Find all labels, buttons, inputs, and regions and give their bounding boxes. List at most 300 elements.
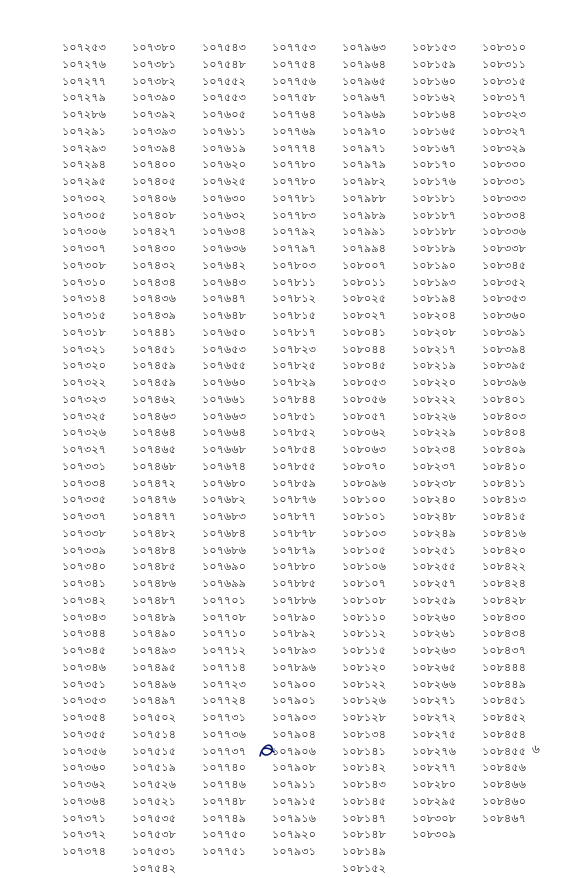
roll-number-cell: ১০৭৮৭৮ xyxy=(272,526,317,540)
roll-number-cell: ১০৭৮৯২ xyxy=(272,627,317,641)
roll-number-cell: ১০৮১৮৯ xyxy=(412,242,457,255)
roll-number-cell: ১০৮১১২ xyxy=(342,627,387,641)
roll-number-cell: ১০৮৩৩৩ xyxy=(482,191,527,205)
roll-number-cell: ১০৭৩৫১ xyxy=(62,677,107,691)
roll-number-cell: ১০৮১০৫ xyxy=(342,543,387,557)
roll-number-cell: ১০৭৪৯৬ xyxy=(132,677,177,691)
roll-number-cell: ১০৭৩১০ xyxy=(62,275,107,289)
roll-number-cell: ১০৭৪৭৬ xyxy=(132,493,177,507)
roll-number-cell: ১০৭৪৫৯ xyxy=(132,359,177,373)
roll-number-cell: ১০৮২৭৭ xyxy=(412,761,457,775)
roll-number-cell: ১০৭৯৬৩ xyxy=(342,41,387,54)
roll-number-cell: ১০৭৪৯০ xyxy=(132,627,177,641)
roll-number-cell: ১০৭৭৮১ xyxy=(272,191,317,205)
roll-number-cell: ১০৮১৩৪ xyxy=(342,727,387,741)
roll-number-cell: ১০৭৭১০ xyxy=(202,627,247,641)
roll-number-cell: ১০৭৭৫৮ xyxy=(272,91,317,105)
roll-number-cell: ১০৭৯০৪ xyxy=(272,727,317,741)
roll-number-cell: ১০৮১৪৮ xyxy=(342,828,387,842)
roll-number-cell: ১০৭৪৬৪ xyxy=(132,426,177,440)
roll-number-cell: ১০৮১৮৮ xyxy=(412,225,457,239)
roll-number-cell: ১০৮৪৬০ xyxy=(482,794,527,808)
roll-number-cell: ১০৮৩৯৪ xyxy=(482,342,527,356)
roll-number-cell: ১০৮০৪৪ xyxy=(342,342,387,356)
roll-number-cell: ১০৮২৪০ xyxy=(412,493,457,507)
roll-number-cell: ১০৮৪১৫ xyxy=(482,510,527,523)
roll-number-cell: ১০৮৩০৯ xyxy=(412,828,457,842)
roll-number-cell: ১০৭৯৮৮ xyxy=(342,191,387,205)
roll-number-cell: ১০৮২৫১ xyxy=(412,543,457,557)
roll-number-cell: ১০৮২৫৭ xyxy=(412,577,457,590)
roll-number-cell: ১০৭৩৩১ xyxy=(62,459,107,473)
roll-number-cell: ১০৭৪৬৫ xyxy=(132,443,177,456)
roll-number-cell: ১০৮৩৪৫ xyxy=(482,258,527,272)
roll-number-cell: ১০৭৬৪২ xyxy=(202,258,247,272)
roll-number-cell: ১০৮১২০ xyxy=(342,660,387,674)
roll-number-cell: ১০৮৩৩৪ xyxy=(482,208,527,222)
roll-number-cell: ১০৭৯০৩ xyxy=(272,711,317,724)
roll-number-cell: ১০৮৪৩০ xyxy=(482,610,527,624)
roll-number-cell: ১০৮১৭৬ xyxy=(412,175,457,188)
roll-number-cell: ১০৭৪০৮ xyxy=(132,208,177,222)
roll-number-cell: ১০৭৮৪৪ xyxy=(272,392,317,406)
roll-number-cell: ১০৭৭৯৭ xyxy=(272,242,317,255)
roll-number-cell: ১০৮৩৫৩ xyxy=(482,292,527,306)
roll-number-cell: ১০৮৪১৩ xyxy=(482,493,527,507)
roll-number-cell: ১০৭৪০৬ xyxy=(132,191,177,205)
roll-number-cell: ১০৮২১৭ xyxy=(412,342,457,356)
roll-number-cell: ১০৭৯৭১ xyxy=(342,141,387,155)
roll-number-cell: ১০৮০৫৩ xyxy=(342,376,387,389)
roll-number-cell: ১০৭৪৩০ xyxy=(132,242,177,255)
roll-number-cell: ১০৭৪৩৪ xyxy=(132,275,177,289)
roll-number-cell: ১০৭৮৯৩ xyxy=(272,644,317,657)
roll-number-cell: ১০৮১৭০ xyxy=(412,158,457,172)
roll-number-cell: ১০৭৩৮২ xyxy=(132,74,177,88)
roll-number-cell: ১০৭৬১১ xyxy=(202,124,247,138)
roll-number-cell: ১০৮২৪৮ xyxy=(412,510,457,523)
roll-number-cell: ১০৭৫৩৮ xyxy=(132,828,177,842)
roll-number-cell: ১০৭৩১৫ xyxy=(62,309,107,322)
roll-number-cell: ১০৭৭৬৯ xyxy=(272,124,317,138)
roll-number-cell: ১০৭৭৪৯ xyxy=(202,811,247,825)
roll-number-cell: ১০৭৩৪১ xyxy=(62,577,107,590)
roll-number-cell: ১০৮০৬৩ xyxy=(342,443,387,456)
roll-number-cell: ১০৮০২৭ xyxy=(342,309,387,322)
roll-number-cell: ১০৮২৭১ xyxy=(412,694,457,708)
roll-number-cell: ১০৭৫৪৩ xyxy=(202,41,247,54)
roll-number-cell: ১০৮১২৬ xyxy=(342,694,387,708)
roll-number-cell: ১০৮৩৫২ xyxy=(482,275,527,289)
roll-number-cell: ১০৭২৭৭ xyxy=(62,74,107,88)
roll-number-cell: ১০৭৮৫৫ xyxy=(272,459,317,473)
roll-number-cell: ১০৭৬২০ xyxy=(202,158,247,172)
roll-number-cell: ১০৮২৫৫ xyxy=(412,560,457,574)
roll-number-cell: ১০৭৭৮৩ xyxy=(272,208,317,222)
roll-number-cell: ১০৭৩৪০ xyxy=(62,560,107,574)
roll-number-cell: ১০৮১৯৪ xyxy=(412,292,457,306)
roll-number-cell: ১০৭৪৬২ xyxy=(132,392,177,406)
roll-number-cell: ১০৭৪৮৫ xyxy=(132,560,177,574)
roll-number-cell: ১০৮৪৫৪ xyxy=(482,727,527,741)
roll-number-cell: ১০৭৫৩৫ xyxy=(132,811,177,825)
number-column xyxy=(412,40,482,878)
roll-number-cell: ১০৭৬৯৯ xyxy=(202,577,247,590)
roll-number-cell: ১০৮৩৩০ xyxy=(482,158,527,172)
roll-number-cell: ১০৭৯৬৫ xyxy=(342,74,387,88)
roll-number-cell: ১০৭৬২৫ xyxy=(202,175,247,188)
roll-number-cell: ১০৭৩৪৬ xyxy=(62,660,107,674)
roll-number-cell: ১০৭৫১৪ xyxy=(132,727,177,741)
roll-number-cell: ১০৮৩০৮ xyxy=(412,811,457,825)
roll-number-cell: ১০৭২৯৩ xyxy=(62,141,107,155)
roll-number-cell: ১০৭৯৭৯ xyxy=(342,158,387,172)
roll-number-cell: ১০৮১৫৯ xyxy=(412,57,457,71)
roll-number-cell: ১০৭৬৮২ xyxy=(202,493,247,507)
roll-number-cell: ১০৭৩৩৮ xyxy=(62,526,107,540)
number-column xyxy=(342,40,412,878)
roll-number-cell: ১০৭৮২৫ xyxy=(272,359,317,373)
roll-number-cell: ১০৮২৬০ xyxy=(412,610,457,624)
roll-number-cell: ১০৮৪৫৫ xyxy=(482,744,527,758)
roll-number-cell: ১০৮১০৩ xyxy=(342,526,387,540)
roll-number-cell: ১০৮১৬০ xyxy=(412,74,457,88)
roll-number-cell: ১০৮৪৬৭ xyxy=(482,811,527,825)
roll-number-cell: ১০৮০৭০ xyxy=(342,459,387,473)
roll-number-cell: ১০৭৩৮০ xyxy=(132,41,177,54)
roll-number-cell: ১০৮৪১১ xyxy=(482,476,527,490)
roll-number-cell: ১০৭৫৪৮ xyxy=(202,57,247,71)
roll-number-cell: ১০৭৬৬৪ xyxy=(202,426,247,440)
roll-number-cell: ১০৭৬৬১ xyxy=(202,392,247,406)
roll-number-cell: ১০৭৮১৫ xyxy=(272,309,317,322)
roll-number-cell: ১০৭৬৬৮ xyxy=(202,443,247,456)
roll-number-cell: ১০৭৮৮০ xyxy=(272,560,317,574)
roll-number-cell: ১০৮০৬২ xyxy=(342,426,387,440)
roll-number-cell: ১০৮৪০১ xyxy=(482,392,527,406)
roll-number-cell: ১০৮৪২৮ xyxy=(482,593,527,607)
roll-number-cell: ১০৮৪৬৬ xyxy=(482,778,527,791)
roll-number-cell: ১০৭৪০৫ xyxy=(132,175,177,188)
roll-number-cell: ১০৭৬৪৩ xyxy=(202,275,247,289)
roll-number-cell: ১০৮২৭২ xyxy=(412,711,457,724)
roll-number-cell: ১০৮২২৯ xyxy=(412,426,457,440)
roll-number-cell: ১০৭৯৮৯ xyxy=(342,208,387,222)
roll-number-cell: ১০৭৯০৬ xyxy=(272,744,317,758)
roll-number-cell: ১০৮৪১০ xyxy=(482,459,527,473)
roll-number-cell: ১০৭৫২১ xyxy=(132,794,177,808)
roll-number-cell: ১০৭৬৫৩ xyxy=(202,342,247,356)
roll-number-cell: ১০৭৯৬৭ xyxy=(342,91,387,105)
roll-number-cell: ১০৭৭৫০ xyxy=(202,828,247,842)
roll-number-cell: ১০৭৩৭৪ xyxy=(62,845,107,858)
signature-mark xyxy=(252,736,282,766)
roll-number-cell: ১০৭৫১৫ xyxy=(132,744,177,758)
roll-number-cell: ১০৭৫৫৩ xyxy=(202,91,247,105)
roll-number-cell: ১০৭৭৫৩ xyxy=(272,41,317,54)
roll-number-cell: ১০৭২৯৪ xyxy=(62,158,107,172)
roll-number-cell: ১০৮২২২ xyxy=(412,392,457,406)
roll-number-cell: ১০৮০৫৭ xyxy=(342,409,387,423)
roll-number-cell: ১০৭৩৮১ xyxy=(132,57,177,71)
roll-number-cell: ১০৭২৮৬ xyxy=(62,108,107,121)
roll-number-cell: ১০৮২১৯ xyxy=(412,359,457,373)
roll-number-cell: ১০৭৬১৯ xyxy=(202,141,247,155)
roll-number-cell: ১০৭৪৮৪ xyxy=(132,543,177,557)
roll-number-cell: ১০৭২৭৯ xyxy=(62,91,107,105)
roll-number-cell: ১০৮৩২৭ xyxy=(482,124,527,138)
roll-number-cell: ১০৭৯০১ xyxy=(272,694,317,708)
roll-number-cell: ১০৭৬৬৩ xyxy=(202,409,247,423)
roll-number-cell: ১০৭৮৭৭ xyxy=(272,510,317,523)
roll-number-cell: ১০৭৩৪৪ xyxy=(62,627,107,641)
roll-number-cell: ১০৭৪৫১ xyxy=(132,342,177,356)
roll-number-cell: ১০৮১০৭ xyxy=(342,577,387,590)
roll-number-cell: ১০৮১৪৯ xyxy=(342,845,387,858)
roll-number-cell: ১০৭৯১৬ xyxy=(272,811,317,825)
roll-number-cell: ১০৮৩৩৬ xyxy=(482,225,527,239)
roll-number-cell: ১০৭৬৭৪ xyxy=(202,459,247,473)
roll-number-cell: ১০৭৯২০ xyxy=(272,828,317,842)
roll-number-cell: ১০৮৩৯৫ xyxy=(482,359,527,373)
roll-number-cell: ১০৭৭৬৪ xyxy=(272,108,317,121)
roll-number-cell: ১০৮১৬৪ xyxy=(412,108,457,121)
roll-number-cell: ১০৮১৬৭ xyxy=(412,141,457,155)
roll-number-cell: ১০৮০৪৫ xyxy=(342,359,387,373)
roll-number-cell: ১০৭৯১১ xyxy=(272,778,317,791)
roll-number-cell: ১০৭৯৭০ xyxy=(342,124,387,138)
roll-number-cell: ১০৭৩১৪ xyxy=(62,292,107,306)
roll-number-cell: ১০৭৭০১ xyxy=(202,593,247,607)
roll-number-cell: ১০৭৪৯৭ xyxy=(132,694,177,708)
roll-number-cell: ১০৭৪০০ xyxy=(132,158,177,172)
roll-number-cell: ১০৭৬৮০ xyxy=(202,476,247,490)
roll-number-cell: ১০৮০০৭ xyxy=(342,258,387,272)
roll-number-cell: ১০৮২৯৫ xyxy=(412,794,457,808)
roll-number-cell: ১০৮০১১ xyxy=(342,275,387,289)
roll-number-cell: ১০৭৯৯১ xyxy=(342,225,387,239)
roll-number-cell: ১০৮৩৩৮ xyxy=(482,242,527,255)
roll-number-cell: ১০৭৫০২ xyxy=(132,711,177,724)
roll-number-cell: ১০৭৪৯৩ xyxy=(132,644,177,657)
roll-number-cell: ১০৭৫৪২ xyxy=(132,861,177,875)
roll-number-cell: ১০৭৩৬২ xyxy=(62,778,107,791)
roll-number-cell: ১০৮৪০৩ xyxy=(482,409,527,423)
roll-number-cell: ১০৭৮১৭ xyxy=(272,325,317,339)
roll-number-cell: ১০৭৫২৬ xyxy=(132,778,177,791)
roll-number-cell: ১০৮১০১ xyxy=(342,510,387,523)
roll-number-cell: ১০৭৩৪৩ xyxy=(62,610,107,624)
roll-number-cell: ১০৭৪৪১ xyxy=(132,325,177,339)
roll-number-cell: ১০৮১২২ xyxy=(342,677,387,691)
roll-number-cell: ১০৮১১০ xyxy=(342,610,387,624)
roll-number-cell: ১০৭৮৫১ xyxy=(272,409,317,423)
roll-number-cell: ১০৭৩২৬ xyxy=(62,426,107,440)
roll-number-cell: ১০৮৪৪৪ xyxy=(482,660,527,674)
roll-number-cell: ১০৭৬৪৭ xyxy=(202,292,247,306)
roll-number-cell: ১০৭৮৯৬ xyxy=(272,660,317,674)
roll-number-cell: ১০৭৯৬৯ xyxy=(342,108,387,121)
roll-number-cell: ১০৭৭৫৬ xyxy=(272,74,317,88)
roll-number-cell: ১০৭৩২৩ xyxy=(62,392,107,406)
roll-number-cell: ১০৭৬৩০ xyxy=(202,191,247,205)
roll-number-cell: ১০৭৬৮৩ xyxy=(202,510,247,523)
roll-number-cell: ১০৭৮৮৬ xyxy=(272,593,317,607)
roll-number-cell: ১০৮২৭৬ xyxy=(412,744,457,758)
roll-number-cell: ১০৭৮৫৪ xyxy=(272,443,317,456)
roll-number-cell: ১০৮১৬২ xyxy=(412,91,457,105)
roll-number-cell: ১০৭৬৮৬ xyxy=(202,543,247,557)
roll-number-cell: ১০৭৮৯০ xyxy=(272,610,317,624)
roll-number-cell: ১০৭৬৯০ xyxy=(202,560,247,574)
roll-number-cell: ১০৭৪৬৩ xyxy=(132,409,177,423)
roll-number-cell: ১০৮৪২২ xyxy=(482,560,527,574)
roll-number-cell: ১০৮৩২৩ xyxy=(482,108,527,121)
roll-number-cell: ১০৮৪৩৭ xyxy=(482,644,527,657)
roll-number-cell: ১০৭৭২৪ xyxy=(202,694,247,708)
roll-number-cell: ১০৮৩৬০ xyxy=(482,309,527,322)
roll-number-cell: ১০৭৪৭২ xyxy=(132,476,177,490)
roll-number-cell: ১০৮২৮০ xyxy=(412,778,457,791)
roll-number-cell: ১০৭৩৫৩ xyxy=(62,694,107,708)
number-column xyxy=(62,40,132,878)
roll-number-cell: ১০৭৮০৩ xyxy=(272,258,317,272)
roll-number-cell: ১০৭৩৯৩ xyxy=(132,124,177,138)
number-column xyxy=(272,40,342,878)
roll-number-cell: ১০৮৪৪৯ xyxy=(482,677,527,691)
roll-number-cell: ১০৭৭২৩ xyxy=(202,677,247,691)
roll-number-cell: ১০৭৩৩৯ xyxy=(62,543,107,557)
roll-number-cell: ১০৭৮২৯ xyxy=(272,376,317,389)
roll-number-cell: ১০৭২৯৫ xyxy=(62,175,107,188)
roll-number-cell: ১০৭৩৩৭ xyxy=(62,510,107,523)
roll-number-cell: ১০৮০২৫ xyxy=(342,292,387,306)
roll-number-cell: ১০৭৭৪৬ xyxy=(202,778,247,791)
roll-number-cell: ১০৭৩৯০ xyxy=(132,91,177,105)
roll-number-cell: ১০৭৬৬০ xyxy=(202,376,247,389)
roll-number-cell: ১০৭৯৬৪ xyxy=(342,57,387,71)
roll-number-cell: ১০৮২৩৮ xyxy=(412,476,457,490)
roll-number-cell: ১০৮৩১০ xyxy=(482,41,527,54)
roll-number-cell: ১০৭৩০৮ xyxy=(62,258,107,272)
roll-number-cell: ১০৭৯১৫ xyxy=(272,794,317,808)
roll-number-cell: ১০৭৮৫২ xyxy=(272,426,317,440)
roll-number-cell: ১০৮২৫৯ xyxy=(412,593,457,607)
roll-number-cell: ১০৮১৫৩ xyxy=(412,41,457,54)
roll-number-cell: ১০৭৭৫৪ xyxy=(272,57,317,71)
roll-number-cell: ১০৭৪৮৯ xyxy=(132,610,177,624)
roll-number-cell: ১০৭৩৬৪ xyxy=(62,794,107,808)
roll-number-cell: ১০৮২৬৫ xyxy=(412,660,457,674)
roll-number-cell: ১০৭৬৩৪ xyxy=(202,225,247,239)
roll-number-cell: ১০৭৩২১ xyxy=(62,342,107,356)
roll-number-cell: ১০৮২৬৩ xyxy=(412,644,457,657)
roll-number-cell: ১০৮৪০৯ xyxy=(482,443,527,456)
roll-number-cell: ১০৮১৪৭ xyxy=(342,811,387,825)
roll-number-cell: ১০৮১৮৭ xyxy=(412,208,457,222)
roll-number-cell: ১০৭২৫৩ xyxy=(62,41,107,54)
roll-number-cell: ১০৮১৪২ xyxy=(342,761,387,775)
roll-number-cell: ১০৭৫৫২ xyxy=(202,74,247,88)
roll-number-cell: ১০৭৭৫১ xyxy=(202,845,247,858)
roll-number-cell: ১০৮২০৪ xyxy=(412,309,457,322)
roll-number-cell: ১০৭৪৮৬ xyxy=(132,577,177,590)
roll-number-cell: ১০৭৭৭৪ xyxy=(272,141,317,155)
roll-number-cell: ১০৮১৪৩ xyxy=(342,778,387,791)
number-column xyxy=(132,40,202,878)
roll-number-cell: ১০৭৭৩১ xyxy=(202,711,247,724)
roll-number-cell: ১০৮২৭৫ xyxy=(412,727,457,741)
roll-number-cell: ১০৭২৭৬ xyxy=(62,57,107,71)
roll-number-cell: ১০৭৭৯২ xyxy=(272,225,317,239)
roll-number-cell: ১০৭৭১২ xyxy=(202,644,247,657)
roll-number-cell: ১০৮১৯৩ xyxy=(412,275,457,289)
roll-number-cell: ১০৭৪৩৯ xyxy=(132,309,177,322)
roll-number-cell: ১০৮৪৫১ xyxy=(482,694,527,708)
roll-number-cell: ১০৭৭৮০ xyxy=(272,158,317,172)
roll-number-cell: ১০৭৬৩৬ xyxy=(202,242,247,255)
roll-number-cell: ১০৭৩২২ xyxy=(62,376,107,389)
roll-number-cell: ১০৭২৯১ xyxy=(62,124,107,138)
roll-number-cell: ১০৭৩২৭ xyxy=(62,443,107,456)
roll-number-cell: ১০৮৪১৬ xyxy=(482,526,527,540)
roll-number-cell: ১০৭৩৭২ xyxy=(62,828,107,842)
roll-number-cell: ১০৭৭৪০ xyxy=(202,761,247,775)
roll-number-cell: ১০৮২৩৭ xyxy=(412,459,457,473)
roll-number-cell: ১০৮১০৬ xyxy=(342,560,387,574)
roll-number-cell: ১০৮১৪১ xyxy=(342,744,387,758)
roll-number-cell: ১০৭৮১২ xyxy=(272,292,317,306)
roll-number-cell: ১০৮৩৩১ xyxy=(482,175,527,188)
roll-number-cell: ১০৭৩২০ xyxy=(62,359,107,373)
roll-number-cell: ১০৭৩৫৪ xyxy=(62,711,107,724)
roll-number-cell: ১০৭৩৭১ xyxy=(62,811,107,825)
roll-number-cell: ১০৭৮৭৬ xyxy=(272,493,317,507)
roll-number-cell: ১০৭৯০৮ xyxy=(272,761,317,775)
roll-number-cell: ১০৭৫৩১ xyxy=(132,845,177,858)
roll-number-cell: ১০৭৪৬৮ xyxy=(132,459,177,473)
roll-number-cell: ১০৭৮১১ xyxy=(272,275,317,289)
roll-number-cell: ১০৭৬৪৮ xyxy=(202,309,247,322)
roll-number-cell: ১০৭৬৫০ xyxy=(202,325,247,339)
roll-number-cell: ১০৮৩১১ xyxy=(482,57,527,71)
roll-number-cell: ১০৮৩১৫ xyxy=(482,74,527,88)
roll-number-cell: ১০৭৯৯৪ xyxy=(342,242,387,255)
roll-number-cell: ১০৮৩৯৬ xyxy=(482,376,527,389)
roll-number-cell: ১০৭৭৩৬ xyxy=(202,727,247,741)
roll-number-cell: ১০৮৪২০ xyxy=(482,543,527,557)
roll-number-cell: ১০৮১২৮ xyxy=(342,711,387,724)
roll-number-cell: ১০৮৪০৪ xyxy=(482,426,527,440)
roll-number-cell: ১০৭৩৩৫ xyxy=(62,493,107,507)
roll-number-cell: ১০৭৭০৮ xyxy=(202,610,247,624)
roll-number-cell: ১০৮০৯৬ xyxy=(342,476,387,490)
roll-number-cell: ১০৭৬৫৫ xyxy=(202,359,247,373)
roll-number-cell: ১০৭৪৩২ xyxy=(132,258,177,272)
roll-number-cell: ১০৭৩৩৪ xyxy=(62,476,107,490)
roll-number-cell: ১০৭৩৯২ xyxy=(132,108,177,121)
roll-number-cell: ১০৮১০৮ xyxy=(342,593,387,607)
roll-number-cell: ১০৭৩২৫ xyxy=(62,409,107,423)
roll-number-cell: ১০৭৭৮০ xyxy=(272,175,317,188)
roll-number-cell: ১০৮৩২৯ xyxy=(482,141,527,155)
roll-number-cell: ১০৭৫১৯ xyxy=(132,761,177,775)
roll-number-cell: ১০৮৪২৪ xyxy=(482,577,527,590)
roll-number-cell: ১০৮২২০ xyxy=(412,376,457,389)
roll-number-cell: ১০৮২০৮ xyxy=(412,325,457,339)
roll-number-cell: ১০৭৯৮২ xyxy=(342,175,387,188)
roll-number-cell: ১০৮০৪১ xyxy=(342,325,387,339)
